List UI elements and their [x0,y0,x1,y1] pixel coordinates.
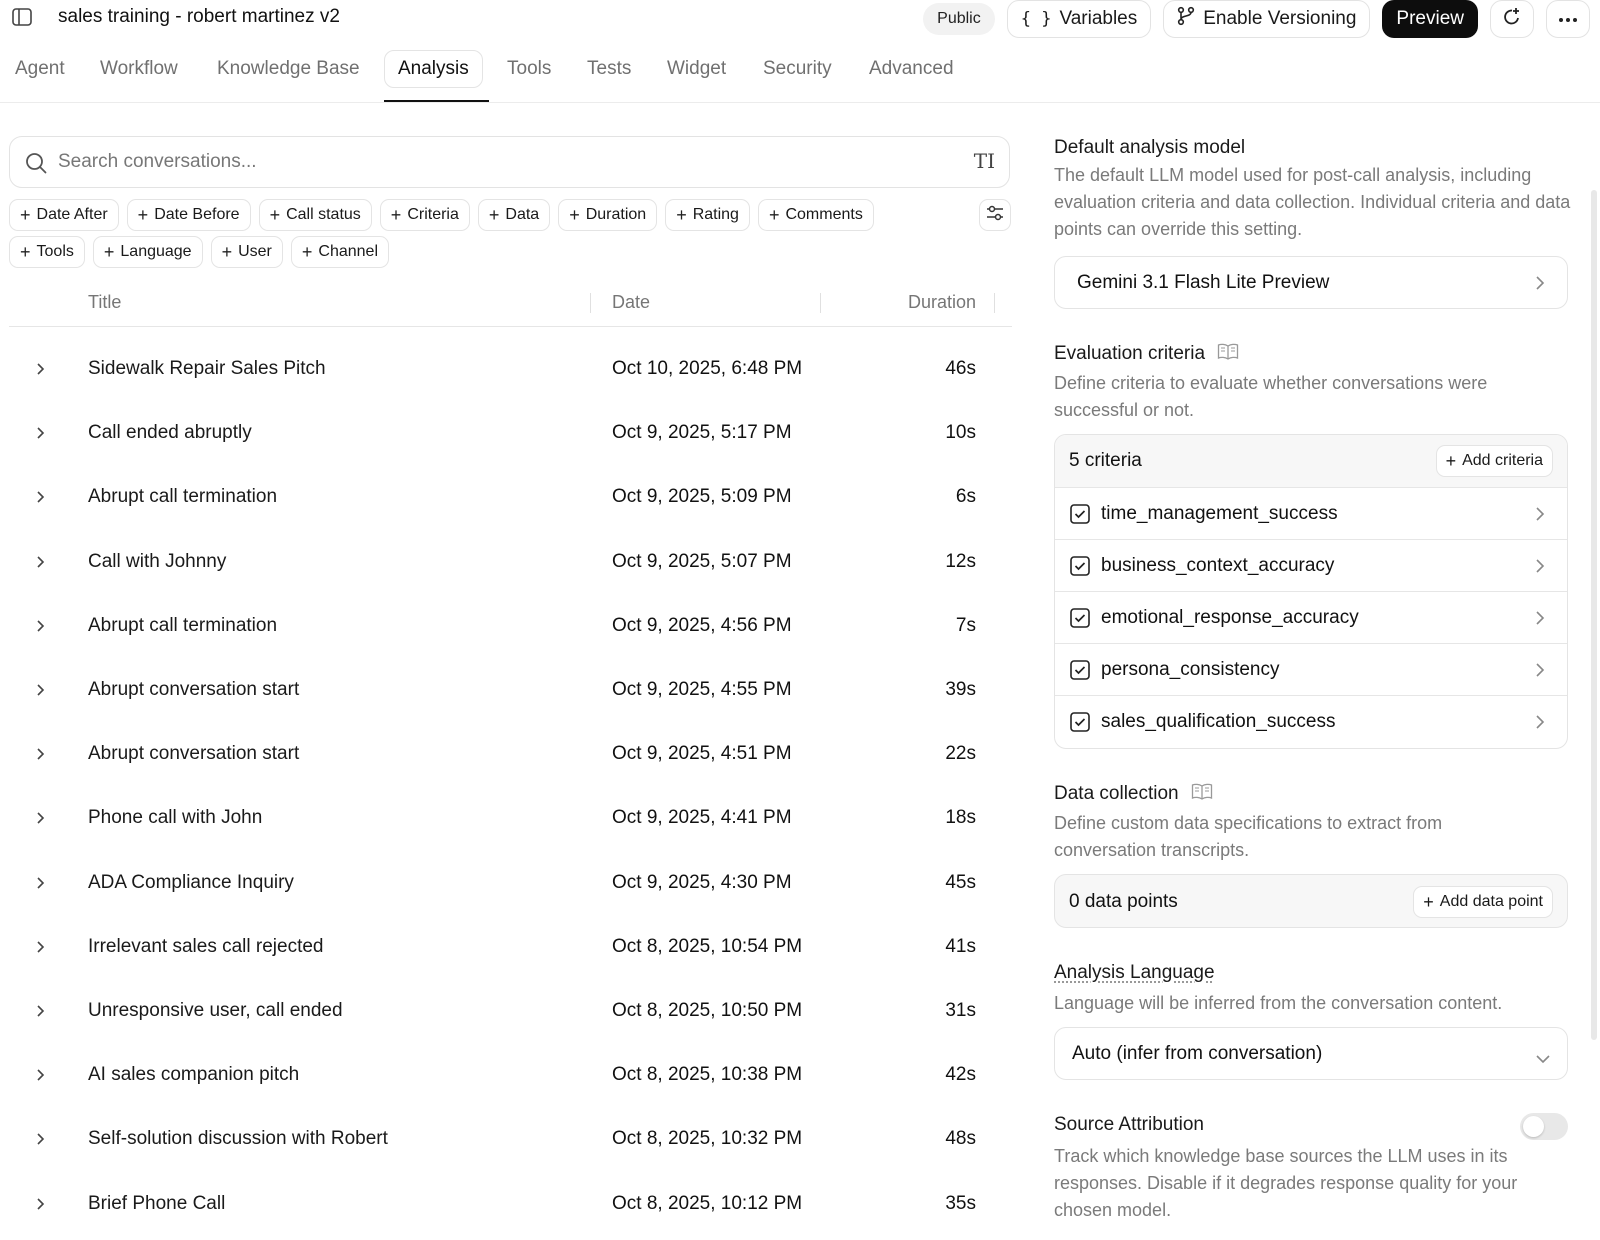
chevron-right-icon[interactable] [31,1195,49,1213]
filter-data[interactable] [478,199,550,231]
conversation-date: Oct 8, 2025, 10:38 PM [612,1064,803,1086]
conversation-title: Abrupt call termination [88,614,278,636]
filter-rating[interactable] [665,199,750,231]
tab-advanced[interactable]: Advanced [869,58,954,79]
filter-user[interactable] [211,236,283,268]
variables-label: Variables [1059,8,1138,29]
default-model-value: Gemini 3.1 Flash Lite Preview [1077,271,1330,293]
chevron-right-icon[interactable] [31,938,49,956]
tab-tests[interactable]: Tests [587,58,632,79]
column-date[interactable]: Date [612,292,651,312]
branch-icon [1177,6,1195,32]
data-points-count: 0 data points [1069,891,1178,912]
criteria-header [1055,435,1567,488]
more-button[interactable] [1546,0,1590,38]
tab-workflow[interactable]: Workflow [100,58,178,79]
criteria-item[interactable] [1055,592,1567,644]
conversation-title: Abrupt conversation start [88,743,300,765]
criteria-item[interactable] [1055,540,1567,592]
tab-security[interactable]: Security [763,58,832,79]
plus-icon: + [301,242,313,262]
conversation-title: Sidewalk Repair Sales Pitch [88,358,326,379]
conversation-date: Oct 9, 2025, 5:17 PM [612,422,792,444]
text-search-icon[interactable]: TI [973,149,995,173]
table-row[interactable] [9,595,1012,659]
conversation-duration: 18s [945,807,976,829]
conversation-duration: 6s [955,486,976,508]
conversation-date: Oct 9, 2025, 5:09 PM [612,486,792,508]
filter-label: Criteria [407,206,459,223]
chevron-right-icon[interactable] [31,1066,49,1084]
search-input[interactable] [58,146,938,178]
table-row[interactable] [9,916,1012,980]
tab-widget[interactable]: Widget [667,58,727,79]
conversation-date: Oct 9, 2025, 5:07 PM [612,550,792,572]
table-row[interactable] [9,659,1012,723]
table-row[interactable] [9,723,1012,787]
analysis-language-description: Language will be inferred from the conversation content. [1054,993,1503,1013]
chevron-down-icon [1535,1048,1551,1070]
search-icon [24,151,48,180]
table-row[interactable] [9,338,1012,402]
data-collection-heading [1054,782,1213,806]
filter-row-1 [9,199,874,231]
evaluation-criteria-title: Evaluation criteria [1054,343,1206,364]
default-model-title: Default analysis model [1054,137,1246,158]
conversation-duration: 42s [945,1064,976,1086]
checkbox-checked-icon[interactable] [1070,660,1090,680]
conversation-title: Abrupt conversation start [88,679,300,700]
plus-icon: + [103,242,115,262]
filter-date-after[interactable] [9,199,119,231]
conversation-duration: 41s [945,935,976,957]
public-badge[interactable]: Public [923,3,995,35]
criteria-name: sales_qualification_success [1101,711,1336,732]
add-criteria-button[interactable] [1436,445,1553,477]
plus-icon: + [569,205,580,225]
filter-channel[interactable] [291,236,389,268]
top-bar [0,0,1600,36]
table-row[interactable] [9,1108,1012,1172]
conversation-title: AI sales companion pitch [88,1064,300,1086]
chevron-right-icon [1535,610,1545,631]
conversation-date: Oct 9, 2025, 4:55 PM [612,679,792,700]
column-duration[interactable]: Duration [907,292,976,312]
chevron-right-icon[interactable] [31,617,49,635]
book-icon[interactable] [1217,342,1239,366]
filter-label: Language [120,243,192,260]
conversation-duration: 22s [945,743,976,765]
conversation-duration: 39s [945,679,976,700]
table-row[interactable] [9,402,1012,466]
plus-icon: + [768,205,780,225]
analysis-language-title[interactable]: Analysis Language [1054,962,1215,983]
table-row[interactable] [9,1173,1012,1237]
column-divider [820,293,821,313]
criteria-item[interactable] [1055,644,1567,696]
filter-label: User [238,243,272,260]
book-icon[interactable] [1191,782,1213,806]
conversation-duration: 31s [945,1000,976,1021]
enable-versioning-label: Enable Versioning [1203,8,1357,29]
conversation-duration: 48s [945,1128,976,1150]
right-panel-scrollbar[interactable] [1591,190,1597,1040]
active-tab-indicator [384,100,489,102]
search-bar [9,136,1010,188]
evaluation-criteria-description: Define criteria to evaluate whether conversations were successful or not. [1054,373,1488,420]
variables-button[interactable] [1007,0,1152,38]
filter-call-status[interactable] [259,199,372,231]
table-row[interactable] [9,852,1012,916]
criteria-list [1054,434,1568,749]
conversation-title: Irrelevant sales call rejected [88,935,324,957]
sliders-icon [986,205,1004,226]
checkbox-checked-icon[interactable] [1070,504,1090,524]
criteria-name: time_management_success [1101,503,1338,524]
criteria-name: emotional_response_accuracy [1101,607,1359,628]
column-divider [590,293,591,313]
add-data-point-button[interactable] [1413,886,1553,918]
source-attribution-title: Source Attribution [1054,1114,1204,1135]
plus-icon: + [221,242,233,262]
filter-language[interactable] [93,236,203,268]
enable-versioning-button[interactable] [1163,0,1370,38]
conversation-date: Oct 8, 2025, 10:12 PM [612,1192,803,1214]
filter-label: Data [505,206,540,223]
column-divider [994,293,995,313]
chevron-right-icon[interactable] [31,874,49,892]
table-row[interactable] [9,466,1012,530]
refresh-plus-icon [1501,6,1523,33]
conversation-date: Oct 8, 2025, 10:32 PM [612,1128,803,1150]
conversation-title: Brief Phone Call [88,1192,226,1214]
chevron-right-icon[interactable] [31,553,49,571]
chevron-right-icon [1535,558,1545,579]
tab-analysis[interactable]: Analysis [384,50,483,88]
filter-label: Channel [318,243,378,260]
conversation-duration: 46s [945,358,976,379]
sidebar-toggle-icon[interactable] [10,6,34,28]
chevron-right-icon [1535,714,1545,735]
default-model-description: The default LLM model used for post-call analysis, including evaluation criteria and data collection. Individual criteria and data points can override this setting. [1054,165,1571,239]
conversation-date: Oct 9, 2025, 4:41 PM [612,807,792,829]
criteria-name: business_context_accuracy [1101,555,1335,576]
chevron-right-icon [1535,506,1545,527]
table-row[interactable] [9,787,1012,851]
table-row[interactable] [9,980,1012,1044]
filter-label: Date Before [154,206,240,223]
conversation-date: Oct 8, 2025, 10:54 PM [612,935,803,957]
conversation-title: Call ended abruptly [88,422,252,444]
plus-icon: + [488,205,500,225]
plus-icon: + [676,205,687,225]
more-icon [1558,10,1578,28]
criteria-item[interactable] [1055,488,1567,540]
conversation-duration: 10s [945,422,976,444]
plus-icon: + [20,242,31,262]
chevron-right-icon[interactable] [31,1002,49,1020]
braces-icon: { } [1020,9,1052,29]
conversation-duration: 7s [955,614,976,636]
conversation-duration: 35s [945,1192,976,1214]
chevron-right-icon[interactable] [31,488,49,506]
plus-icon: + [20,205,31,225]
chevron-right-icon[interactable] [31,424,49,442]
conversation-duration: 45s [945,871,976,893]
tab-knowledge-base[interactable]: Knowledge Base [217,58,360,79]
table-header [9,284,1012,327]
conversation-date: Oct 9, 2025, 4:30 PM [612,871,792,893]
conversation-title: ADA Compliance Inquiry [88,871,294,893]
toggle-knob [1523,1116,1544,1137]
table-row[interactable] [9,531,1012,595]
chevron-right-icon [1535,275,1545,297]
chevron-right-icon[interactable] [31,1130,49,1148]
chevron-right-icon [1535,662,1545,683]
conversation-date: Oct 8, 2025, 10:50 PM [612,1000,803,1021]
filter-label: Comments [785,206,863,223]
data-collection-title: Data collection [1054,783,1179,804]
conversation-title: Abrupt call termination [88,486,278,508]
add-criteria-label: Add criteria [1462,452,1543,469]
plus-icon: + [1445,450,1457,471]
plus-icon: + [137,205,149,225]
filter-label: Tools [36,243,74,260]
checkbox-checked-icon[interactable] [1070,712,1090,732]
conversation-date: Oct 9, 2025, 4:56 PM [612,614,792,636]
conversation-title: Call with Johnny [88,550,227,572]
plus-icon: + [269,205,281,225]
tab-agent[interactable]: Agent [15,58,65,79]
filter-row-2 [9,236,389,268]
chevron-right-icon[interactable] [31,681,49,699]
analysis-language-select[interactable] [1054,1027,1568,1080]
analysis-language-value: Auto (infer from conversation) [1072,1042,1323,1064]
refresh-plus-button[interactable] [1490,0,1534,38]
filter-label: Rating [692,206,739,223]
criteria-item[interactable] [1055,696,1567,748]
chevron-right-icon[interactable] [31,745,49,763]
data-points-box [1054,874,1568,928]
filter-criteria[interactable] [380,199,470,231]
conversation-duration: 12s [945,550,976,572]
filter-date-before[interactable] [127,199,251,231]
add-data-point-label: Add data point [1439,893,1543,910]
source-attribution-toggle[interactable] [1520,1113,1568,1140]
criteria-count: 5 criteria [1069,450,1142,471]
conversation-title: Self-solution discussion with Robert [88,1128,388,1150]
column-title[interactable]: Title [88,292,122,312]
checkbox-checked-icon[interactable] [1070,608,1090,628]
filter-comments[interactable] [758,199,874,231]
chevron-right-icon[interactable] [31,360,49,378]
filter-label: Call status [286,206,361,223]
preview-button[interactable]: Preview [1382,0,1478,38]
plus-icon: + [1423,891,1434,912]
filter-duration[interactable] [558,199,657,231]
tab-bar [0,50,1600,103]
plus-icon: + [390,205,402,225]
filter-settings-button[interactable] [979,199,1011,231]
conversation-date: Oct 9, 2025, 4:51 PM [612,743,792,765]
criteria-name: persona_consistency [1101,659,1280,680]
conversation-title: Unresponsive user, call ended [88,1000,343,1021]
filter-label: Date After [36,206,108,223]
table-row[interactable] [9,1044,1012,1108]
chevron-right-icon[interactable] [31,809,49,827]
checkbox-checked-icon[interactable] [1070,556,1090,576]
default-model-select[interactable] [1054,256,1568,309]
conversation-title: Phone call with John [88,807,263,829]
filter-label: Duration [585,206,647,223]
filter-tools[interactable] [9,236,85,268]
source-attribution-description: Track which knowledge base sources the LLM uses in its responses. Disable if it degrades response quality for your chosen model. [1054,1146,1518,1220]
evaluation-criteria-heading [1054,342,1239,366]
tab-tools[interactable]: Tools [507,58,552,79]
data-collection-description: Define custom data specifications to extract from conversation transcripts. [1054,813,1443,860]
conversation-date: Oct 10, 2025, 6:48 PM [612,358,803,379]
agent-title: sales training - robert martinez v2 [58,6,340,27]
